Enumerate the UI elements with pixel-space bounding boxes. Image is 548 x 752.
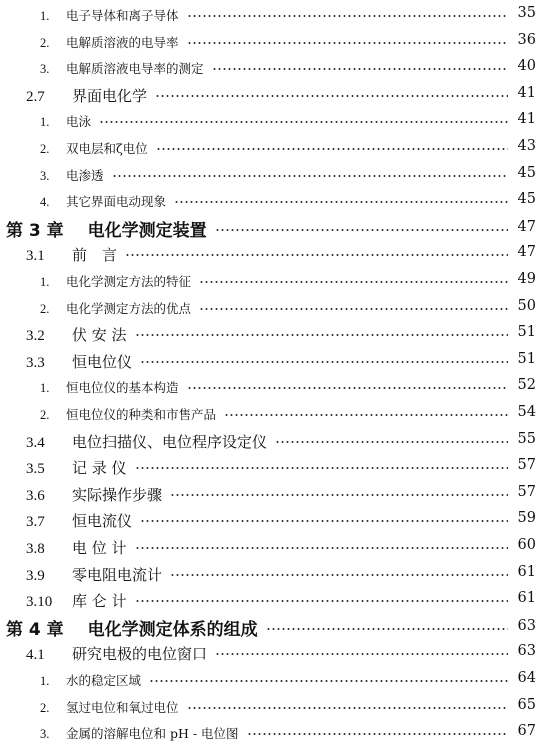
leader-dots xyxy=(140,520,518,522)
toc-entry-label xyxy=(40,299,197,317)
toc-page-number: 45 xyxy=(508,165,536,181)
toc-entry-title: 双电层和ζ电位 xyxy=(66,141,148,156)
toc-entry-title: 电 位 计 xyxy=(72,539,127,557)
leader-dots xyxy=(187,15,518,17)
toc-entry-number: 2. xyxy=(40,408,50,422)
toc-entry-title: 记 录 仪 xyxy=(72,459,127,478)
toc-page-number: 65 xyxy=(508,697,536,713)
leader-dots xyxy=(149,680,518,682)
toc-entry-label xyxy=(40,112,97,130)
toc-entry-number: 3.8 xyxy=(26,541,45,557)
toc-entry-number: 第 3 章 xyxy=(6,220,64,241)
toc-entry-title: 电解质溶液的电导率 xyxy=(66,34,179,50)
toc-entry-number: 3.1 xyxy=(26,248,45,265)
toc-entry-label xyxy=(26,431,273,452)
toc-page-number: 51 xyxy=(508,324,536,340)
toc-item-row xyxy=(0,162,548,188)
leader-dots xyxy=(187,387,518,389)
toc-entry-number: 3.7 xyxy=(26,514,45,531)
toc-entry-number: 2. xyxy=(40,35,50,50)
toc-item-row xyxy=(0,108,548,134)
toc-section-row xyxy=(0,534,548,560)
leader-dots xyxy=(215,229,518,231)
leader-dots xyxy=(135,547,518,549)
toc-item-row xyxy=(0,667,548,693)
toc-entry-title: 实际操作步骤 xyxy=(72,485,163,504)
toc-entry-title: 库 仑 计 xyxy=(72,592,127,611)
toc-item-row xyxy=(0,720,548,746)
leader-dots xyxy=(174,201,518,203)
leader-dots xyxy=(224,414,518,416)
toc-entry-title: 电化学测定方法的特征 xyxy=(66,274,192,289)
toc-page-number: 57 xyxy=(508,484,536,500)
toc-entry-number: 3.10 xyxy=(26,594,53,611)
leader-dots xyxy=(199,281,518,283)
toc-section-row xyxy=(0,321,548,347)
toc-entry-label xyxy=(26,510,138,531)
toc-entry-label xyxy=(6,615,264,640)
toc-page-number: 54 xyxy=(508,404,536,420)
toc-page-number: 49 xyxy=(508,271,536,287)
toc-entry-label xyxy=(40,33,185,51)
toc-entry-number: 2. xyxy=(40,700,50,715)
toc-chapter-row xyxy=(0,614,548,640)
toc-item-row xyxy=(0,374,548,400)
toc-entry-number: 3.6 xyxy=(26,487,45,504)
toc-section-row xyxy=(0,454,548,480)
toc-page-number: 55 xyxy=(508,431,536,447)
leader-dots xyxy=(170,574,518,576)
toc-entry-label xyxy=(26,85,153,106)
leader-dots xyxy=(215,653,518,655)
toc-entry-label xyxy=(40,139,154,157)
toc-entry-number: 1. xyxy=(40,381,50,396)
toc-entry-label xyxy=(40,272,197,290)
toc-entry-label xyxy=(40,378,185,396)
toc-entry-label xyxy=(40,59,210,77)
toc-section-row xyxy=(0,587,548,613)
leader-dots xyxy=(135,600,518,602)
toc-entry-number: 2. xyxy=(40,301,50,316)
toc-entry-title: 前 言 xyxy=(72,246,118,265)
toc-page-number: 41 xyxy=(508,111,536,127)
toc-entry-title: 电位扫描仪、电位程序设定仪 xyxy=(72,432,268,451)
toc-page-number: 57 xyxy=(508,457,536,473)
toc-item-row xyxy=(0,268,548,294)
toc-entry-number: 3. xyxy=(40,727,50,742)
toc-page-number: 67 xyxy=(508,723,536,739)
toc-entry-title: 恒电位仪 xyxy=(72,352,133,371)
toc-page-number: 45 xyxy=(508,191,536,207)
toc-page-number: 36 xyxy=(508,32,536,48)
toc-entry-number: 3.2 xyxy=(26,328,45,345)
leader-dots xyxy=(140,361,518,363)
toc-entry-number: 3.3 xyxy=(26,354,45,371)
toc-section-row xyxy=(0,348,548,374)
toc-item-row xyxy=(0,295,548,321)
toc-section-row xyxy=(0,428,548,454)
toc-entry-label xyxy=(40,724,245,742)
leader-dots xyxy=(156,148,518,150)
toc-entry-number: 第 4 章 xyxy=(6,619,64,640)
toc-entry-label xyxy=(26,351,138,372)
toc-entry-label xyxy=(40,166,110,184)
toc-section-row xyxy=(0,640,548,666)
toc-section-row xyxy=(0,507,548,533)
toc-entry-label xyxy=(6,216,213,241)
toc-entry-label xyxy=(26,457,133,478)
toc-page-number: 59 xyxy=(508,510,536,526)
toc-entry-title: 研究电极的电位窗口 xyxy=(72,645,208,664)
leader-dots xyxy=(135,334,518,336)
toc-page-number: 41 xyxy=(508,85,536,101)
toc-page-number: 47 xyxy=(508,244,536,260)
toc-entry-title: 其它界面电动现象 xyxy=(66,194,167,210)
toc-entry-number: 2. xyxy=(40,142,50,156)
leader-dots xyxy=(112,175,518,177)
toc-entry-number: 3.9 xyxy=(26,567,45,584)
toc-entry-number: 3. xyxy=(40,62,50,77)
toc-entry-title: 零电阻电流计 xyxy=(72,565,163,584)
toc-entry-label xyxy=(40,192,172,210)
toc-entry-number: 3.4 xyxy=(26,434,45,451)
toc-entry-number: 4. xyxy=(40,195,50,210)
toc-entry-label xyxy=(40,6,185,24)
leader-dots xyxy=(247,733,518,735)
toc-entry-title: 恒电位仪的基本构造 xyxy=(66,380,179,396)
toc-section-row xyxy=(0,241,548,267)
toc-entry-number: 4.1 xyxy=(26,647,45,664)
toc-entry-label xyxy=(26,643,213,664)
toc-entry-title: 界面电化学 xyxy=(72,86,148,105)
toc-page-number: 52 xyxy=(508,377,536,393)
toc-item-row xyxy=(0,694,548,720)
toc-entry-title: 电化学测定体系的组成 xyxy=(87,619,258,640)
toc-page-number: 63 xyxy=(508,618,536,634)
toc-entry-label xyxy=(40,698,185,716)
toc-item-row xyxy=(0,55,548,81)
toc-page-number: 61 xyxy=(508,564,536,580)
toc-item-row xyxy=(0,2,548,28)
toc-item-row xyxy=(0,401,548,427)
toc-entry-title: 电化学测定装置 xyxy=(87,220,207,241)
leader-dots xyxy=(155,95,518,97)
toc-entry-title: 电泳 xyxy=(66,114,92,130)
toc-entry-number: 3. xyxy=(40,168,50,183)
leader-dots xyxy=(135,467,518,469)
toc-entry-number: 1. xyxy=(40,674,50,688)
toc-section-row xyxy=(0,561,548,587)
toc-section-row xyxy=(0,82,548,108)
toc-entry-label xyxy=(26,324,133,345)
toc-page-number: 40 xyxy=(508,58,536,74)
leader-dots xyxy=(212,68,518,70)
toc-entry-number: 3.5 xyxy=(26,461,45,478)
toc-page-number: 63 xyxy=(508,643,536,659)
toc-entry-title: 恒电流仪 xyxy=(72,512,133,531)
toc-item-row xyxy=(0,29,548,55)
toc-entry-title: 金属的溶解电位和 pH - 电位图 xyxy=(66,726,239,742)
leader-dots xyxy=(199,308,518,310)
toc-section-row xyxy=(0,481,548,507)
toc-entry-label xyxy=(26,244,123,265)
leader-dots xyxy=(275,441,518,443)
toc-entry-number: 1. xyxy=(40,275,50,289)
toc-entry-title: 水的稳定区域 xyxy=(66,673,142,688)
toc-page-number: 60 xyxy=(508,537,536,553)
leader-dots xyxy=(170,494,518,496)
leader-dots xyxy=(125,254,518,256)
toc-entry-label xyxy=(26,537,133,558)
toc-entry-label xyxy=(26,484,168,505)
toc-entry-title: 氢过电位和氧过电位 xyxy=(66,699,179,715)
toc-entry-number: 1. xyxy=(40,9,50,23)
toc-entry-title: 恒电位仪的种类和市售产品 xyxy=(66,407,217,422)
toc-chapter-row xyxy=(0,215,548,241)
toc-entry-title: 电解质溶液电导率的测定 xyxy=(66,61,204,77)
toc-item-row xyxy=(0,135,548,161)
leader-dots xyxy=(187,42,518,44)
toc-entry-number: 2.7 xyxy=(26,88,45,105)
toc-entry-label xyxy=(40,671,147,689)
toc-page-number: 51 xyxy=(508,351,536,367)
toc-entry-title: 伏 安 法 xyxy=(72,326,127,345)
toc-page-number: 43 xyxy=(508,138,536,154)
toc-entry-title: 电化学测定方法的优点 xyxy=(66,300,192,316)
toc-entry-label xyxy=(26,564,168,585)
toc-entry-label xyxy=(26,590,133,611)
toc-page-number: 61 xyxy=(508,590,536,606)
toc-entry-number: 1. xyxy=(40,115,50,130)
toc-page-number: 64 xyxy=(508,670,536,686)
toc-page-number: 47 xyxy=(508,219,536,235)
leader-dots xyxy=(187,707,518,709)
leader-dots xyxy=(99,121,518,123)
toc-item-row xyxy=(0,188,548,214)
toc-entry-label xyxy=(40,405,222,423)
toc-entry-title: 电子导体和离子导体 xyxy=(66,8,179,23)
toc-page-number: 50 xyxy=(508,298,536,314)
toc-entry-title: 电渗透 xyxy=(66,167,104,183)
leader-dots xyxy=(266,628,518,630)
toc-page-number: 35 xyxy=(508,5,536,21)
